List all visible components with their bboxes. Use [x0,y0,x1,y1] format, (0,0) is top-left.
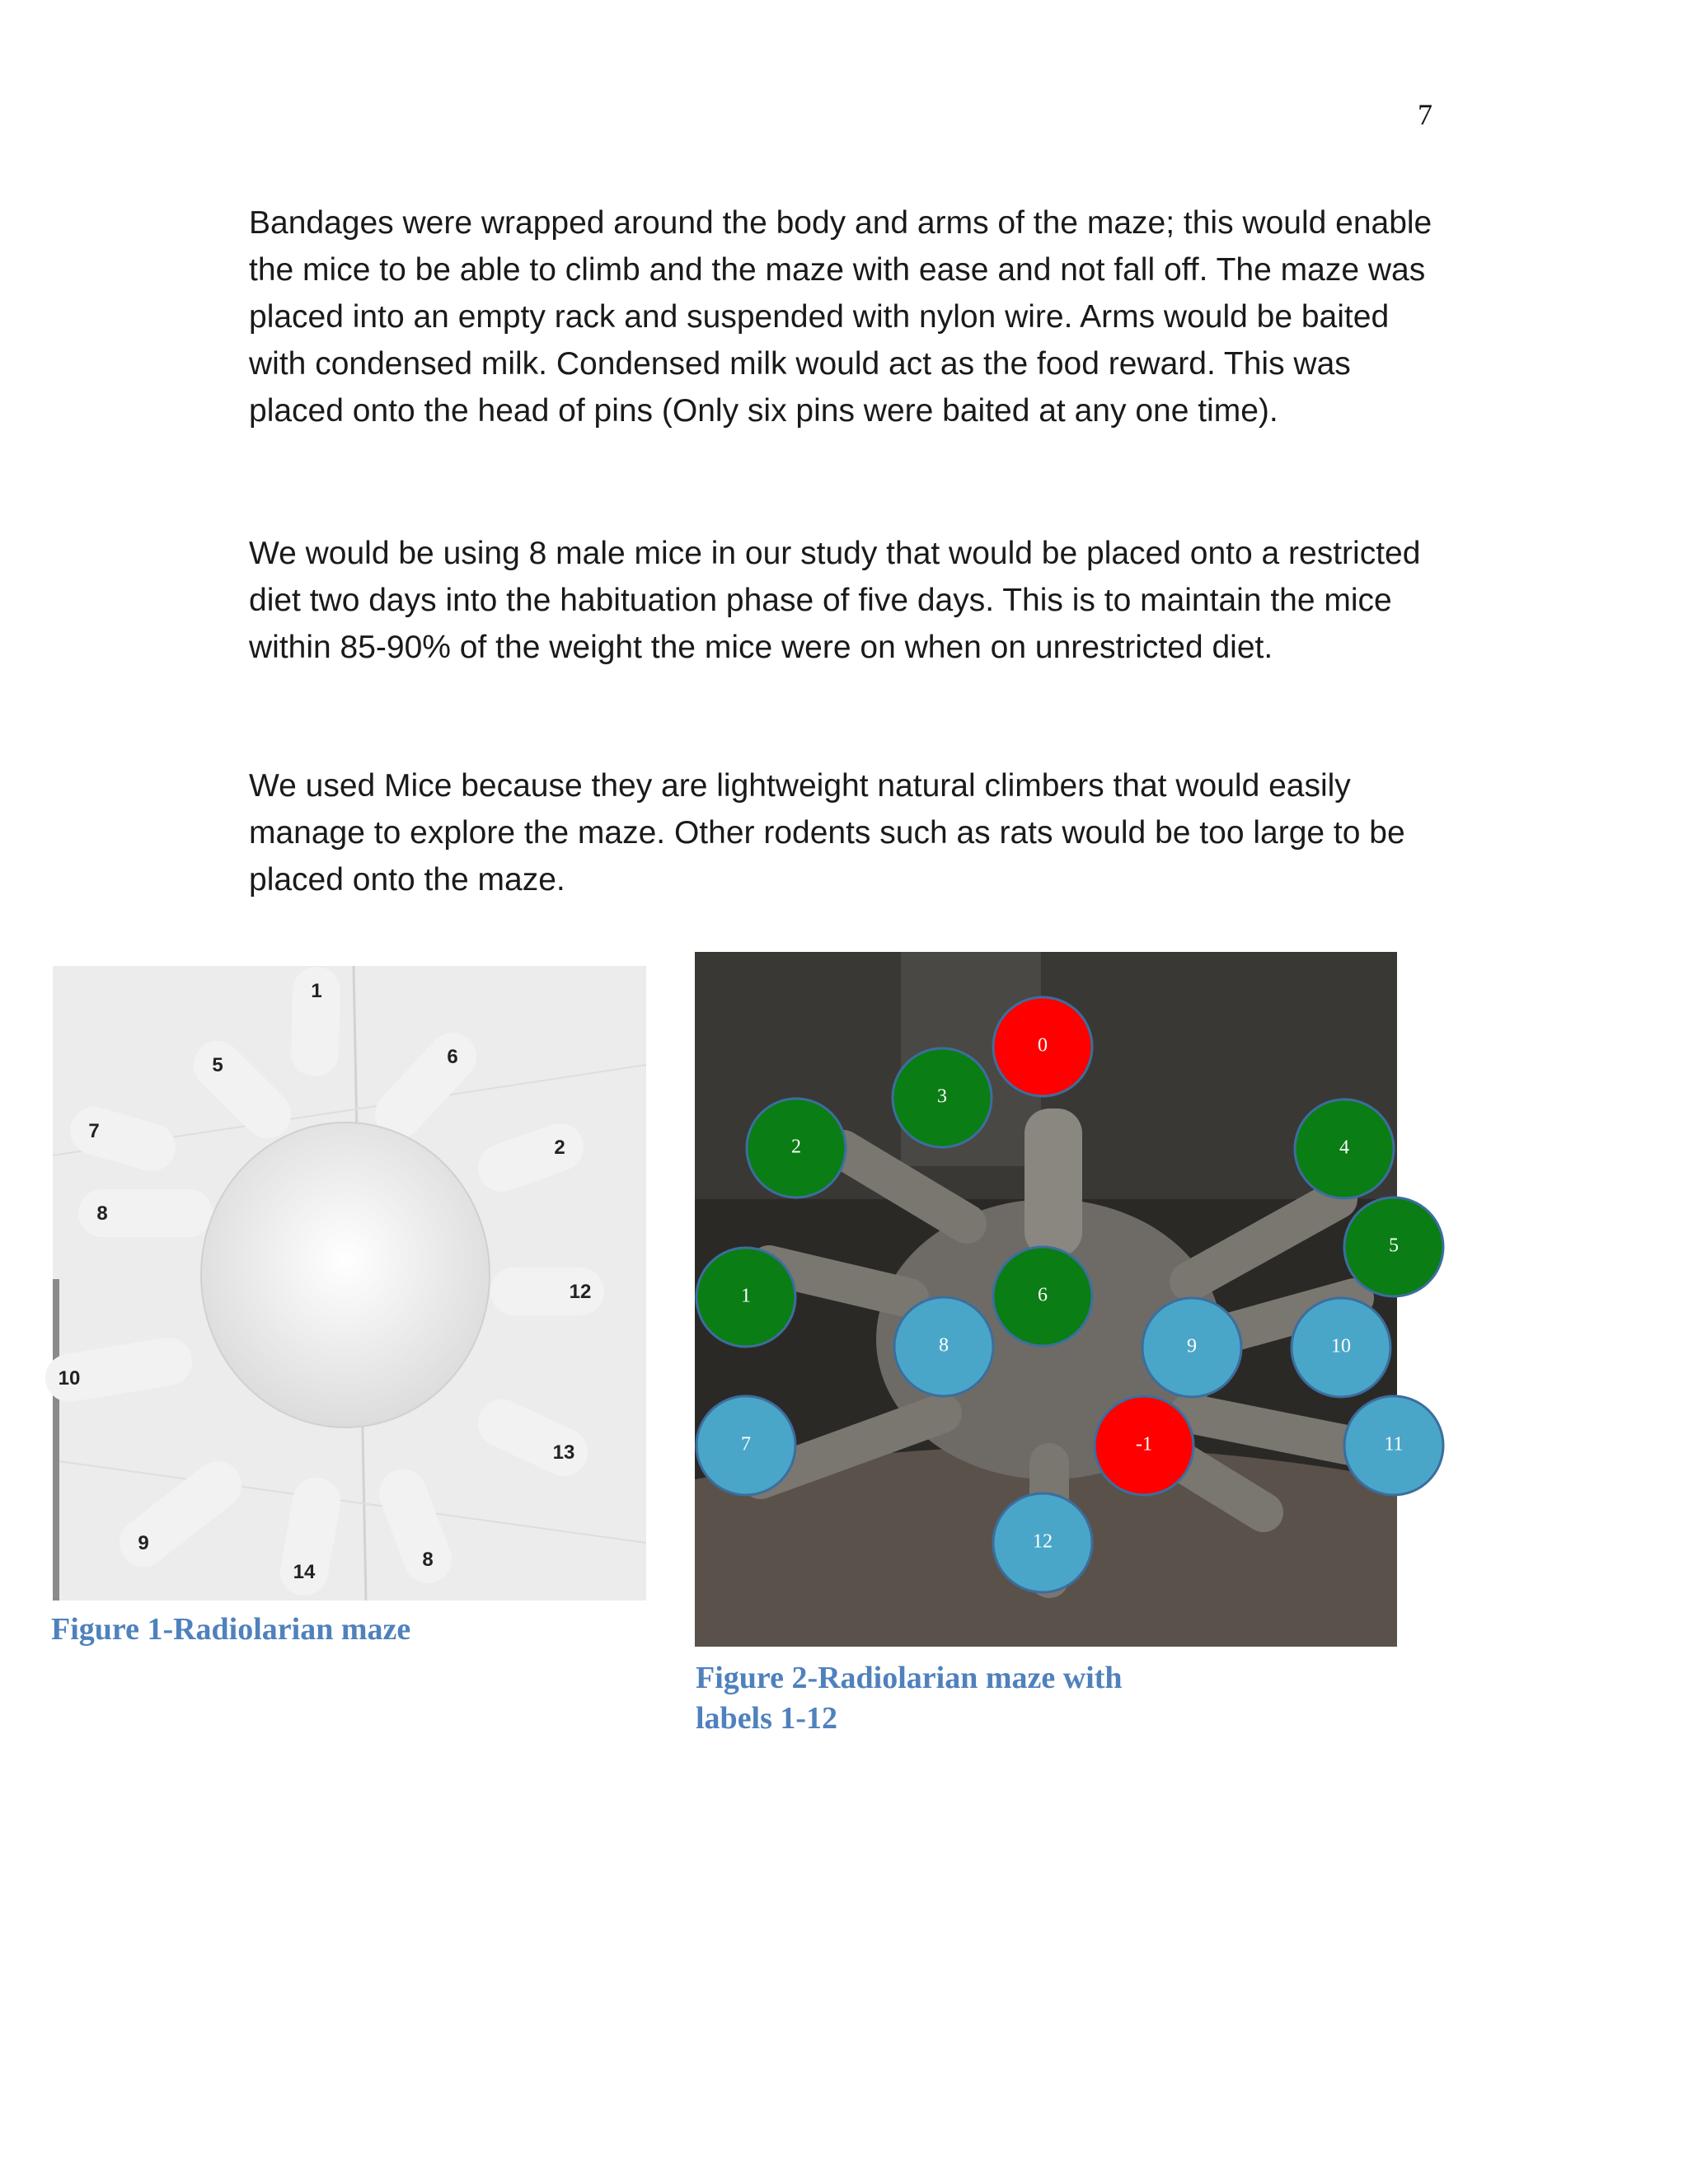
maze-marker-2 [747,1099,846,1197]
marker-label: 8 [939,1334,949,1357]
maze-arm-number: 10 [58,1367,81,1390]
maze-marker-8 [894,1297,993,1396]
maze-marker-1 [696,1248,795,1347]
maze-marker-0 [993,997,1092,1096]
maze-marker-7 [696,1396,795,1495]
maze-arm-number: 8 [96,1202,108,1225]
marker-label: 10 [1331,1335,1351,1357]
maze-body [201,1122,490,1427]
marker-label: 0 [1038,1034,1048,1057]
maze-marker-4 [1295,1099,1394,1198]
marker-label: 9 [1187,1335,1197,1357]
maze-marker-5 [1344,1197,1443,1296]
paragraph-bandages: Bandages were wrapped around the body and arms of the maze; this would enable the mice to be able to climb and the maze with ease and not fall off. The maze was placed into an empty rack and suspended with nylon wire. Arms would be baited with condensed milk. Condensed milk would act as the food reward. This was placed onto the head of pins (Only six pins were baited at any one time). [249,205,1432,429]
paragraph-mice-diet: We would be using 8 male mice in our study that would be placed onto a restricted diet two days into the habituation phase of five days. This is to maintain the mice within 85-90% of the weight the mice were on when on unrestricted diet. [249,536,1421,665]
marker-label: 12 [1033,1530,1053,1553]
maze-illustration [53,966,646,1601]
page-number: 7 [1418,98,1432,131]
maze-marker-12 [993,1493,1092,1592]
maze-arm-number: 6 [447,1046,458,1068]
marker-label: 5 [1389,1235,1399,1257]
maze-arm-number: 1 [311,980,322,1002]
marker-label: 1 [741,1285,751,1307]
maze-arm-number: 2 [554,1137,565,1159]
maze-arm-number: 5 [212,1054,223,1076]
maze-marker-6 [993,1247,1092,1346]
figure-2-labeled-maze-photo [695,952,1404,1647]
marker-label: 3 [937,1085,947,1108]
marker-label: 6 [1038,1284,1048,1306]
marker-label: -1 [1136,1433,1152,1455]
maze-arm-number: 13 [552,1441,575,1464]
maze-arm [94,1131,152,1147]
marker-label: 2 [791,1136,801,1158]
maze-marker-9 [1142,1298,1241,1397]
maze-arm-number: 12 [569,1281,592,1303]
marker-label: 4 [1339,1137,1349,1159]
paragraph-why-mice: We used Mice because they are lightweight natural climbers that would easily manage to explore the maze. Other rodents such as rats would be too large to be placed onto the maze. [249,768,1405,898]
figure-1-caption: Figure 1-Radiolarian maze [51,1612,411,1647]
figure-1-maze-photo [53,966,646,1601]
maze-arm-number: 14 [293,1561,316,1583]
maze-arm [69,1361,168,1378]
maze-arm-number: 8 [422,1549,434,1571]
maze-arm [502,1147,560,1168]
maze-marker-11 [1344,1396,1443,1495]
maze-marker-3 [893,1048,992,1147]
marker-label: 7 [741,1433,751,1455]
maze-arm-number: 7 [88,1120,100,1142]
maze-marker-10 [1292,1298,1390,1397]
figure-2-caption: Figure 2-Radiolarian maze with labels 1-12 [696,1661,1123,1736]
maze-marker--1 [1095,1396,1193,1495]
maze-arm-number: 9 [138,1532,149,1554]
marker-label: 11 [1384,1433,1404,1455]
